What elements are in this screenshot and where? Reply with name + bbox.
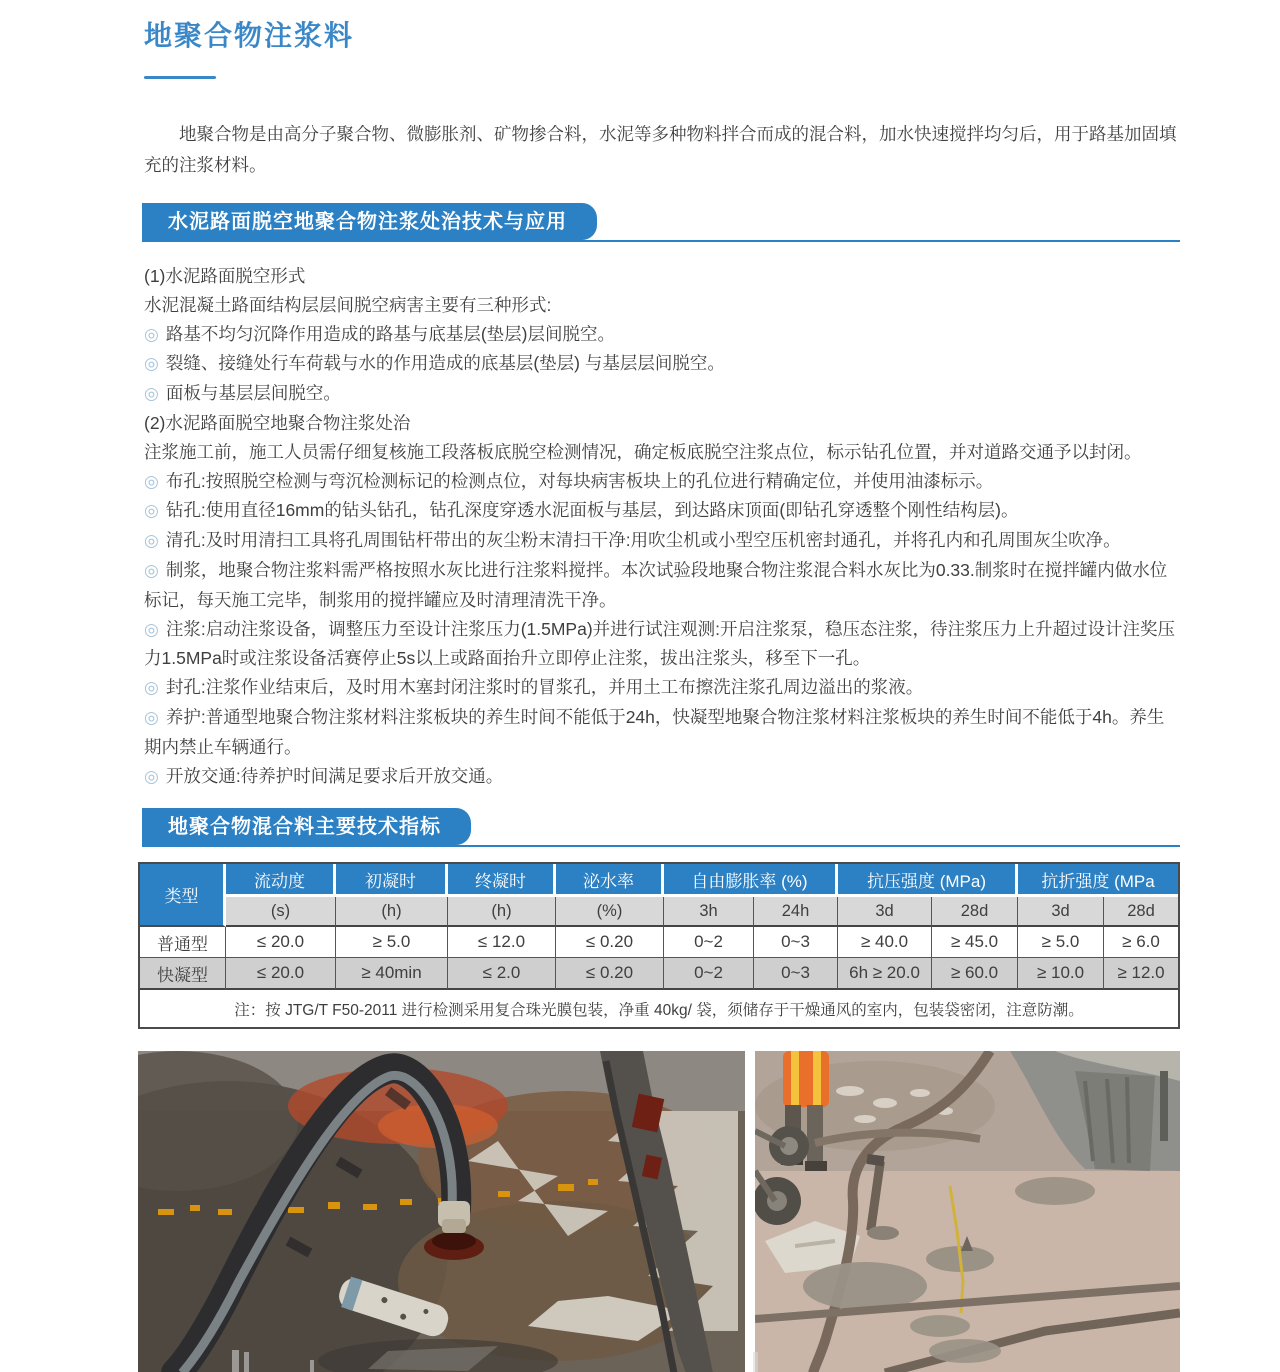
- subheader-unit: (h): [448, 897, 556, 927]
- photo-grouting-hole-pavement: [138, 1051, 745, 1372]
- table-row-normal-type: [140, 927, 1178, 958]
- cell: ≤ 0.20: [556, 927, 664, 958]
- section1-banner-label: 水泥路面脱空地聚合物注浆处治技术与应用: [142, 203, 597, 240]
- cell: ≤ 20.0: [226, 958, 336, 990]
- bullet-paragraph: ◎ 面板与基层层间脱空。: [144, 383, 341, 404]
- intro-paragraph: 地聚合物是由高分子聚合物、微膨胀剂、矿物掺合料，水泥等多种物料拌合而成的混合料，加水快速搅拌均匀后，用于路基加固填充的注浆材料。: [144, 124, 1177, 175]
- col-header-free-expansion: 自由膨胀率 (%): [664, 864, 838, 897]
- bullet-paragraph: ◎ 制浆，地聚合物注浆料需严格按照水灰比进行注浆料搅拌。本次试验段地聚合物注浆混合料水灰比为0.33.制浆时在搅拌罐内做水位标记，每天施工完毕，制浆用的搅拌罐应及时清理清洗干净。: [144, 559, 1168, 610]
- cell: ≥ 12.0: [1104, 958, 1178, 990]
- cell: ≥ 40.0: [838, 927, 932, 958]
- subheader-unit: 3h: [664, 897, 754, 927]
- cell: ≥ 6.0: [1104, 927, 1178, 958]
- cell: ≤ 12.0: [448, 927, 556, 958]
- bullet-icon: ◎: [144, 354, 159, 374]
- page-bottom-artifact: [753, 1352, 758, 1372]
- subheader-unit: 3d: [1018, 897, 1104, 927]
- col-header-final-set: 终凝时: [448, 864, 556, 897]
- title-underline: [144, 76, 216, 79]
- cell: ≤ 0.20: [556, 958, 664, 990]
- bullet-icon: ◎: [144, 471, 159, 491]
- bullet-paragraph: ◎ 开放交通:待养护时间满足要求后开放交通。: [144, 765, 504, 786]
- bullet-paragraph: ◎ 路基不均匀沉降作用造成的路基与底基层(垫层)层间脱空。: [144, 323, 615, 344]
- row-type-label: 普通型: [140, 927, 226, 958]
- subheader-unit: 28d: [932, 897, 1018, 927]
- cell: 0~2: [664, 958, 754, 990]
- bullet-icon: ◎: [144, 324, 159, 344]
- section2-banner: [142, 808, 1180, 847]
- bullet-paragraph: ◎ 布孔:按照脱空检测与弯沉检测标记的检测点位，对每块病害板块上的孔位进行精确定位，并使用油漆标示。: [144, 470, 994, 491]
- col-header-fluidity: 流动度: [226, 864, 336, 897]
- subheader-unit: (s): [226, 897, 336, 927]
- page-bottom-artifact: [232, 1350, 239, 1372]
- bullet-paragraph: ◎ 注浆:启动注浆设备，调整压力至设计注浆压力(1.5MPa)并进行试注观测:开启注浆泵，稳压态注浆，待注浆压力上升超过设计注奖压力1.5MPa时或注浆设备活赛停止5s以上或路面抬升立即停止注浆，拔出注浆头，移至下一孔。: [144, 618, 1176, 669]
- bullet-icon: ◎: [144, 384, 159, 404]
- row-type-label: 快凝型: [140, 958, 226, 990]
- table-note-row: [140, 990, 1178, 1027]
- cell: 0~3: [754, 958, 838, 990]
- bullet-paragraph: ◎ 清孔:及时用清扫工具将孔周围钻杆带出的灰尘粉末清扫干净:用吹尘机或小型空压机密封通孔，并将孔内和孔周围灰尘吹净。: [144, 530, 1121, 551]
- bullet-icon: ◎: [144, 531, 159, 551]
- cell: ≥ 40min: [336, 958, 448, 990]
- col-header-initial-set: 初凝时: [336, 864, 448, 897]
- bullet-paragraph: ◎ 封孔:注浆作业结束后，及时用木塞封闭注浆时的冒浆孔，并用土工布擦洗注浆孔周边溢出的浆液。: [144, 677, 924, 698]
- cell: ≤ 2.0: [448, 958, 556, 990]
- paragraph: 水泥混凝土路面结构层层间脱空病害主要有三种形式:: [144, 294, 552, 315]
- page-title: 地聚合物注浆料: [144, 20, 355, 51]
- paragraph: (2)水泥路面脱空地聚合物注浆处治: [144, 412, 411, 433]
- cell: ≥ 5.0: [1018, 927, 1104, 958]
- bullet-icon: ◎: [144, 766, 159, 786]
- cell: ≤ 20.0: [226, 927, 336, 958]
- subheader-unit: (%): [556, 897, 664, 927]
- content-column: [144, 0, 1180, 1372]
- table-header-row: [140, 864, 1178, 897]
- table-subheader-row: [140, 897, 1178, 927]
- cell: 6h ≥ 20.0: [838, 958, 932, 990]
- cell: 0~2: [664, 927, 754, 958]
- spec-table-wrapper: [138, 862, 1180, 1029]
- subheader-unit: 24h: [754, 897, 838, 927]
- spec-table: [140, 864, 1178, 1027]
- bullet-paragraph: ◎ 钻孔:使用直径16mm的钻头钻孔，钻孔深度穿透水泥面板与基层，到达路床顶面(即钻孔穿透整个刚性结构层)。: [144, 500, 1019, 521]
- table-row-fast-type: [140, 958, 1178, 990]
- cell: 0~3: [754, 927, 838, 958]
- col-header-type: 类型: [140, 864, 226, 927]
- bullet-icon: ◎: [144, 560, 159, 580]
- paragraph: (1)水泥路面脱空形式: [144, 266, 306, 286]
- col-header-flexural: 抗折强度 (MPa: [1018, 864, 1178, 897]
- subheader-unit: 3d: [838, 897, 932, 927]
- col-header-compressive: 抗压强度 (MPa): [838, 864, 1018, 897]
- cell: ≥ 10.0: [1018, 958, 1104, 990]
- subheader-unit: (h): [336, 897, 448, 927]
- cell: ≥ 60.0: [932, 958, 1018, 990]
- bullet-icon: ◎: [144, 619, 159, 639]
- subheader-unit: 28d: [1104, 897, 1178, 927]
- bullet-icon: ◎: [144, 501, 159, 521]
- photo-grouting-site-worker: [755, 1051, 1180, 1372]
- bullet-paragraph: ◎ 养护:普通型地聚合物注浆材料注浆板块的养生时间不能低于24h，快凝型地聚合物注浆材料注浆板块的养生时间不能低于4h。养生期内禁止车辆通行。: [144, 706, 1165, 757]
- table-note: 注：按 JTG/T F50-2011 进行检测采用复合珠光膜包装，净重 40kg/ 袋，须储存于干燥通风的室内，包装袋密闭，注意防潮。: [140, 990, 1178, 1027]
- cell: ≥ 5.0: [336, 927, 448, 958]
- paragraph: 注浆施工前，施工人员需仔细复核施工段落板底脱空检测情况，确定板底脱空注浆点位，标示钻孔位置，并对道路交通予以封闭。: [144, 441, 1142, 462]
- cell: ≥ 45.0: [932, 927, 1018, 958]
- bullet-icon: ◎: [144, 678, 159, 698]
- bullet-paragraph: ◎ 裂缝、接缝处行车荷载与水的作用造成的底基层(垫层) 与基层层间脱空。: [144, 353, 725, 374]
- photo-row: [138, 1051, 1180, 1372]
- section1-banner: [142, 203, 1180, 242]
- page-bottom-artifact: [244, 1352, 249, 1372]
- section1-body: [144, 262, 1180, 791]
- page-bottom-artifact: [310, 1360, 314, 1372]
- section2-banner-label: 地聚合物混合料主要技术指标: [142, 808, 471, 845]
- bullet-icon: ◎: [144, 707, 159, 727]
- col-header-bleeding: 泌水率: [556, 864, 664, 897]
